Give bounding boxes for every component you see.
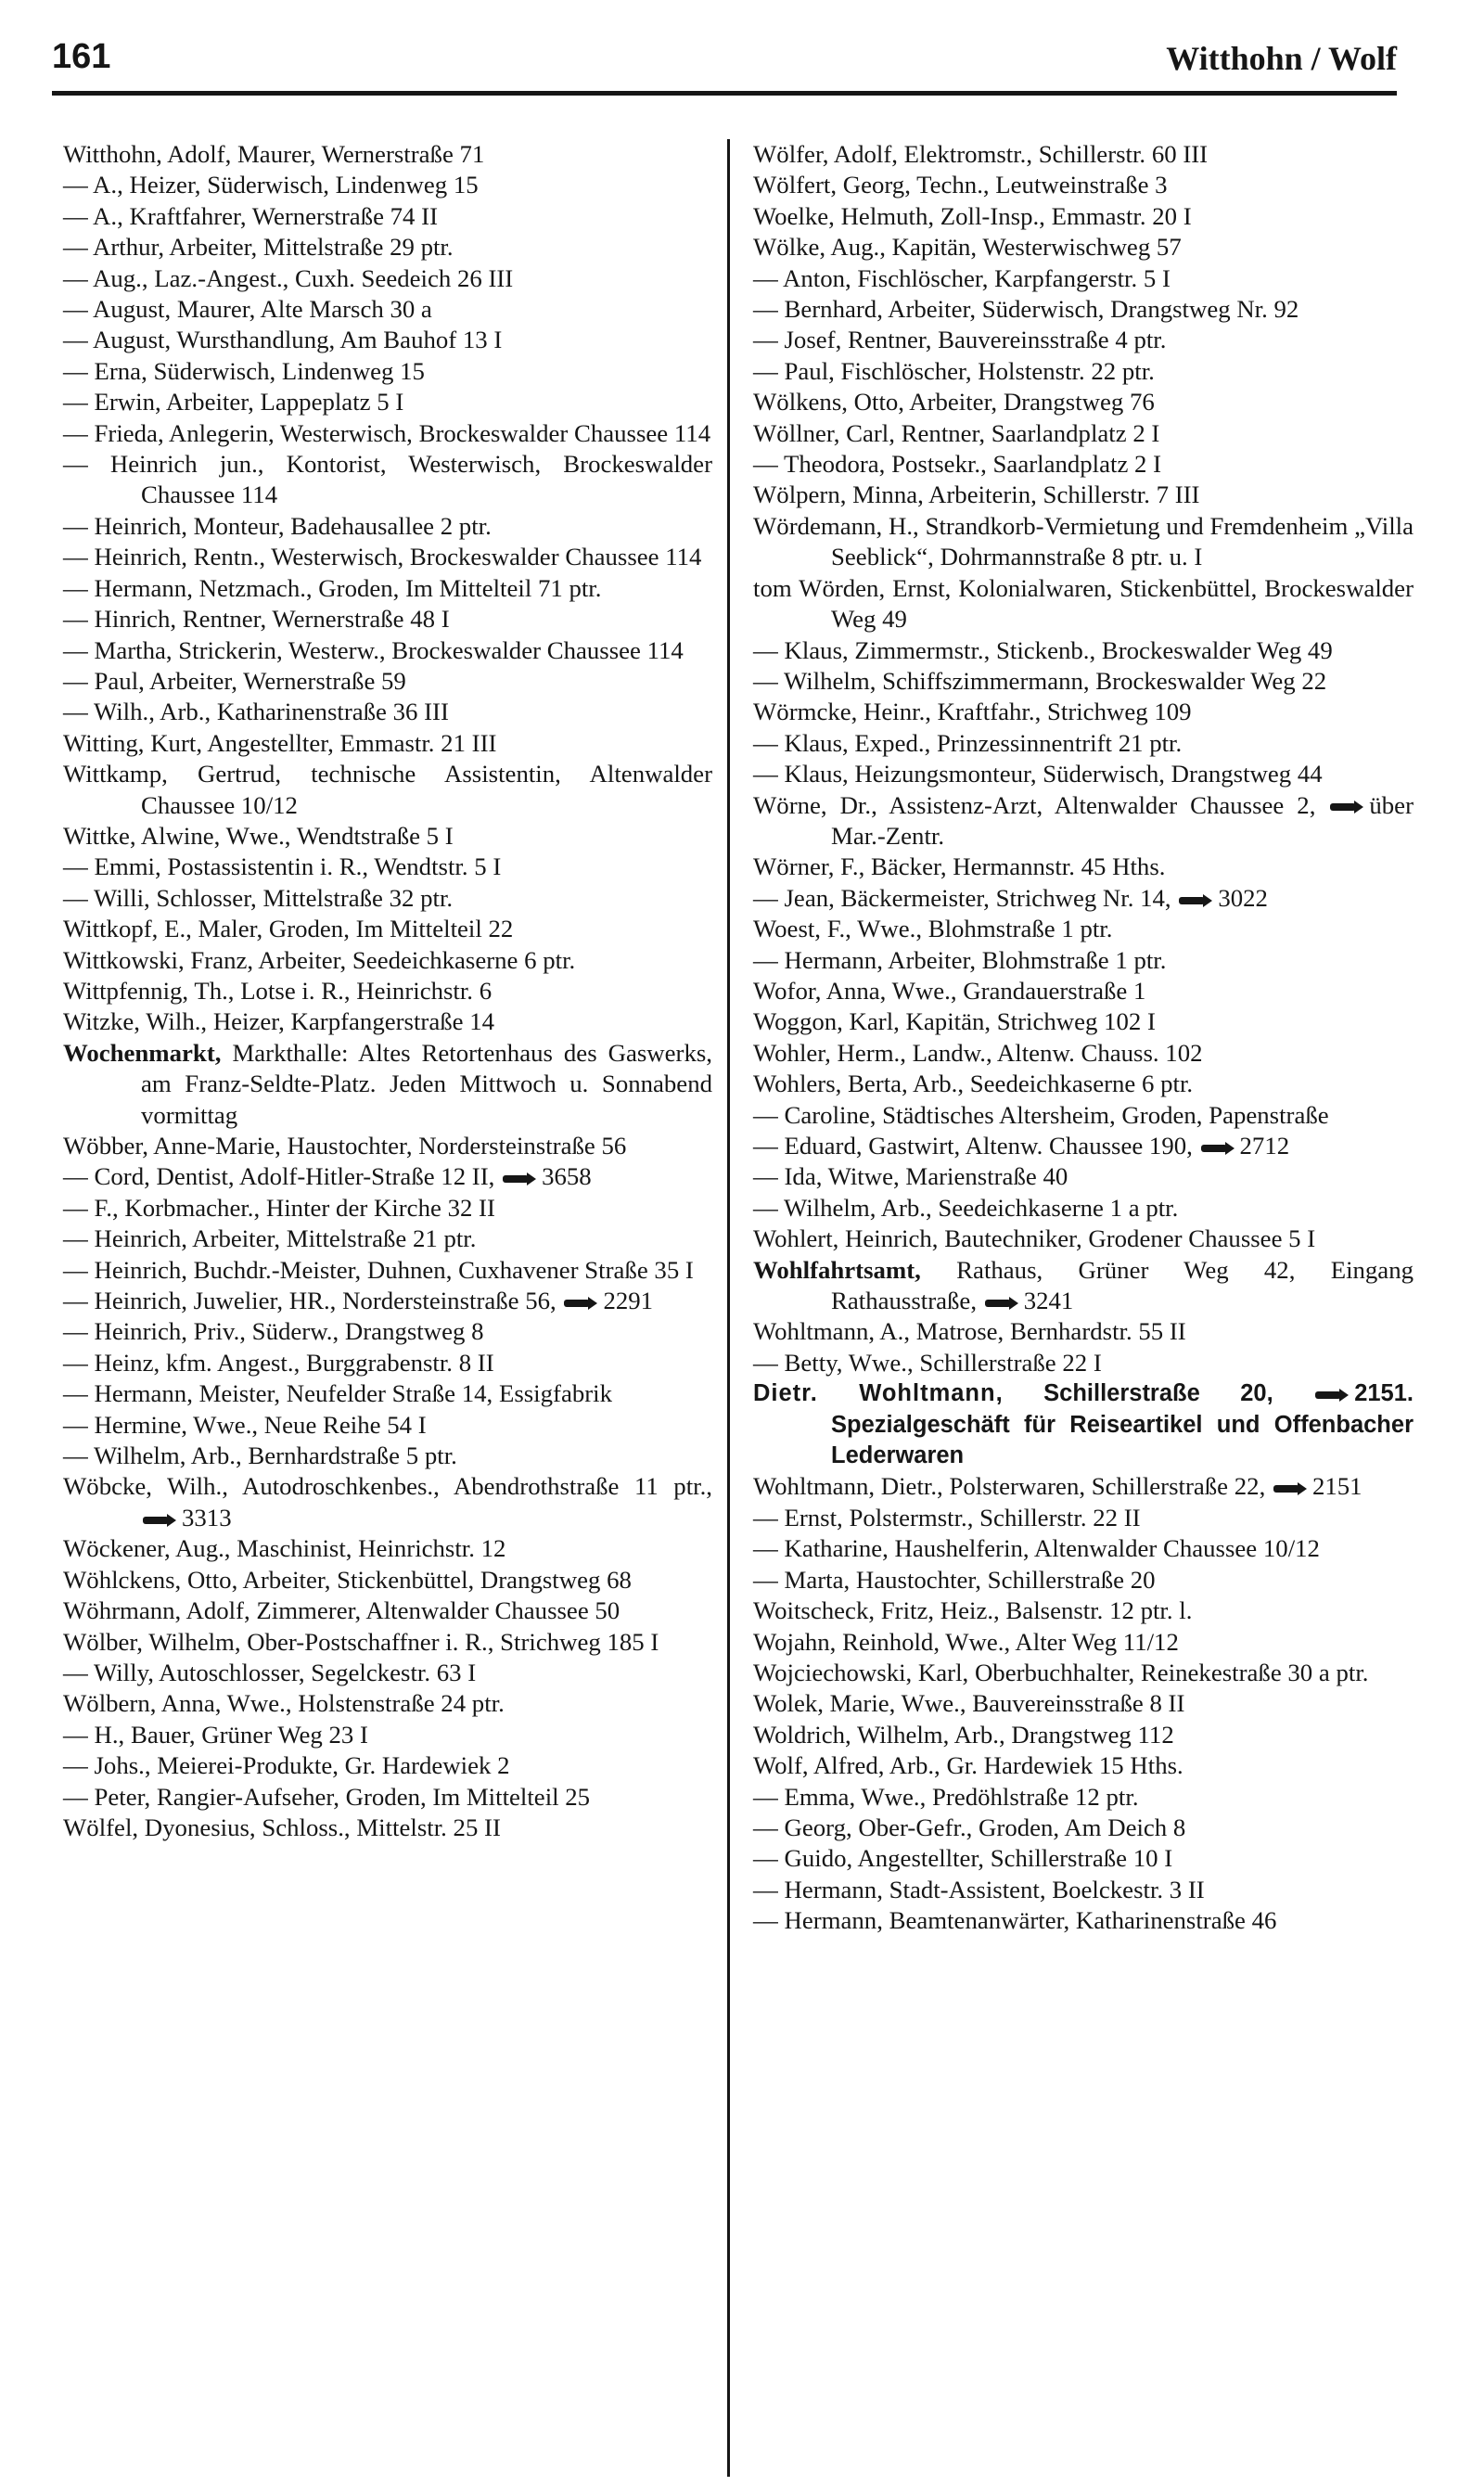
entry-text: Woest, F., Wwe., Blohmstraße 1 ptr. (753, 915, 1113, 943)
entry-text: Woldrich, Wilhelm, Arb., Drangstweg 112 (753, 1720, 1174, 1749)
directory-entry (63, 1813, 712, 1843)
directory-entry (753, 1193, 1414, 1224)
directory-entry (753, 666, 1414, 697)
directory-entry (753, 1131, 1414, 1161)
directory-entry (753, 201, 1414, 232)
directory-entry (63, 356, 712, 387)
directory-entry (753, 356, 1414, 387)
entry-text: — Heinrich, Juwelier, HR., Nordersteinstraße 56, (63, 1287, 556, 1315)
entry-text: — Guido, Angestellter, Schillerstraße 10 I (753, 1844, 1173, 1873)
directory-entry (63, 1161, 712, 1192)
entry-text: Wölbern, Anna, Wwe., Holstenstraße 24 ptr. (63, 1689, 505, 1718)
directory-entry (753, 1843, 1414, 1874)
entry-text: — Erwin, Arbeiter, Lappeplatz 5 I (63, 388, 404, 416)
directory-entry (753, 325, 1414, 355)
entry-phone: über Mar.-Zentr. (831, 790, 1414, 850)
directory-entry (753, 1255, 1414, 1317)
directory-entry (753, 1688, 1414, 1719)
entry-text: — Ernst, Polstermstr., Schillerstr. 22 II (753, 1503, 1141, 1531)
entry-text: — Klaus, Exped., Prinzessinnentrift 21 ptr. (753, 728, 1183, 757)
entry-text: — Wilhelm, Arb., Seedeichkaserne 1 a ptr. (753, 1193, 1179, 1222)
entry-text: — Heinrich, Monteur, Badehausallee 2 ptr. (63, 511, 492, 540)
directory-entry (753, 1224, 1414, 1254)
entry-text: Wittkamp, Gertrud, technische Assistentin, Altenwalder Chaussee 10/12 (63, 760, 712, 819)
entry-text: — August, Wursthandlung, Am Bauhof 13 I (63, 326, 503, 354)
directory-entry (63, 1193, 712, 1224)
entry-text: — Emma, Wwe., Predöhlstraße 12 ptr. (753, 1782, 1139, 1811)
directory-entry (753, 1750, 1414, 1781)
entry-text: — Wilhelm, Schiffszimmermann, Brockeswalder Weg 22 (753, 666, 1327, 695)
entry-phone: 2712 (1239, 1132, 1290, 1160)
entry-text: Wolf, Alfred, Arb., Gr. Hardewiek 15 Hths. (753, 1751, 1183, 1780)
entry-text: — Theodora, Postsekr., Saarlandplatz 2 I (753, 450, 1162, 479)
entry-text: — Frieda, Anlegerin, Westerwisch, Brockeswalder Chaussee 114 (63, 418, 711, 447)
directory-entry (63, 1750, 712, 1781)
directory-entry (63, 542, 712, 572)
directory-entry (753, 1595, 1414, 1626)
entry-text: Wohlers, Berta, Arb., Seedeichkaserne 6 ptr. (753, 1070, 1194, 1098)
entry-text: — Hermann, Stadt-Assistent, Boelckestr. 3 II (753, 1875, 1205, 1903)
left-column (63, 139, 712, 1843)
directory-entry (63, 945, 712, 976)
directory-entry (63, 1658, 712, 1688)
directory-entry (753, 1006, 1414, 1037)
directory-entry (753, 387, 1414, 417)
entry-text: Witthohn, Adolf, Maurer, Wernerstraße 71 (63, 140, 485, 168)
entry-text: Wölpern, Minna, Arbeiterin, Schillerstr. 7 III (753, 481, 1200, 509)
entry-text: — Hermine, Wwe., Neue Reihe 54 I (63, 1410, 427, 1439)
entry-text: Wöhlckens, Otto, Arbeiter, Stickenbüttel, Drangstweg 68 (63, 1565, 632, 1594)
entry-text: — Klaus, Zimmermstr., Stickenb., Brockeswalder Weg 49 (753, 635, 1333, 664)
entry-text: Wölfel, Dyonesius, Schloss., Mittelstr. 25 II (63, 1813, 501, 1841)
running-head: Witthohn / Wolf (1166, 40, 1397, 77)
entry-text: — A., Heizer, Süderwisch, Lindenweg 15 (63, 171, 479, 199)
directory-entry (753, 1720, 1414, 1750)
telephone-icon (143, 1514, 176, 1527)
entry-text: — Georg, Ober-Gefr., Groden, Am Deich 8 (753, 1813, 1186, 1841)
directory-entry (753, 945, 1414, 976)
directory-entry (63, 1782, 712, 1813)
entry-lead: Wochenmarkt, (63, 1038, 222, 1067)
entry-text: Rathaus, Grüner Weg 42, Eingang Rathausstraße, (831, 1255, 1414, 1315)
directory-entry (63, 418, 712, 449)
entry-phone: 2291 (603, 1287, 654, 1315)
directory-entry (753, 883, 1414, 914)
directory-entry (63, 604, 712, 634)
telephone-icon (985, 1297, 1018, 1310)
directory-entry (63, 387, 712, 417)
directory-entry (63, 1316, 712, 1347)
directory-entry (753, 1161, 1414, 1192)
column-divider (727, 139, 730, 2477)
telephone-icon (564, 1297, 597, 1310)
entry-text: — H., Bauer, Grüner Weg 23 I (63, 1720, 368, 1749)
directory-entry (753, 511, 1414, 573)
entry-text: Wörner, F., Bäcker, Hermannstr. 45 Hths. (753, 852, 1166, 881)
directory-entry (63, 1378, 712, 1409)
entry-text: — Johs., Meierei-Produkte, Gr. Hardewiek 2 (63, 1751, 510, 1780)
entry-text: Wölfert, Georg, Techn., Leutweinstraße 3 (753, 171, 1168, 199)
directory-entry (753, 232, 1414, 263)
entry-text: — Paul, Fischlöscher, Holstenstr. 22 ptr. (753, 356, 1155, 385)
entry-text: — Heinz, kfm. Angest., Burggrabenstr. 8 II (63, 1348, 494, 1377)
directory-entry (753, 263, 1414, 294)
entry-lead: Dietr. Wohltmann, (753, 1380, 1004, 1407)
entry-text: — Betty, Wwe., Schillerstraße 22 I (753, 1348, 1102, 1377)
entry-tail: Spezialgeschäft für Reiseartikel und Offenbacher Lederwaren (831, 1411, 1414, 1469)
directory-entry (753, 1533, 1414, 1564)
entry-text: — Eduard, Gastwirt, Altenw. Chaussee 190, (753, 1132, 1193, 1160)
directory-entry (63, 294, 712, 325)
entry-text: Wörmcke, Heinr., Kraftfahr., Strichweg 109 (753, 698, 1192, 726)
directory-entry (753, 449, 1414, 480)
directory-entry (753, 1348, 1414, 1378)
entry-text: Wölfer, Adolf, Elektromstr., Schillerstr. 60 III (753, 140, 1209, 168)
entry-text: Woggon, Karl, Kapitän, Strichweg 102 I (753, 1007, 1156, 1036)
entry-phone: 3658 (542, 1162, 592, 1191)
entry-text: Wittpfennig, Th., Lotse i. R., Heinrichstr. 6 (63, 976, 493, 1005)
entry-text: — Heinrich, Rentn., Westerwisch, Brockeswalder Chaussee 114 (63, 543, 702, 571)
entry-text: — A., Kraftfahrer, Wernerstraße 74 II (63, 201, 439, 230)
directory-entry (63, 1038, 712, 1131)
entry-text: Wöbber, Anne-Marie, Haustochter, Nordersteinstraße 56 (63, 1132, 627, 1160)
entry-text: Wittkowski, Franz, Arbeiter, Seedeichkaserne 6 ptr. (63, 945, 576, 974)
entry-text: Wördemann, H., Strandkorb-Vermietung und Fremdenheim „Villa Seeblick“, Dohrmannstraße 8 ptr. u. I (753, 511, 1414, 571)
directory-entry (63, 1006, 712, 1037)
entry-text: — Paul, Arbeiter, Wernerstraße 59 (63, 666, 406, 695)
directory-entry (753, 759, 1414, 789)
page-header (52, 37, 1397, 83)
directory-entry (63, 666, 712, 697)
directory-entry (63, 1441, 712, 1471)
entry-phone: 2151 (1311, 1472, 1362, 1501)
entry-phone: 3022 (1218, 883, 1268, 912)
directory-entry (63, 1533, 712, 1564)
entry-text: — Wilh., Arb., Katharinenstraße 36 III (63, 698, 449, 726)
entry-lead: Wohlfahrtsamt, (753, 1255, 921, 1284)
entry-text: — Klaus, Heizungsmonteur, Süderwisch, Drangstweg 44 (753, 760, 1323, 788)
entry-text: — Heinrich, Arbeiter, Mittelstraße 21 ptr. (63, 1224, 477, 1253)
directory-entry (63, 914, 712, 944)
directory-entry (753, 914, 1414, 944)
directory-entry (63, 635, 712, 666)
directory-entry (63, 139, 712, 170)
directory-entry (63, 1595, 712, 1626)
directory-entry (63, 1720, 712, 1750)
directory-entry (753, 1782, 1414, 1813)
telephone-icon (1273, 1482, 1307, 1495)
directory-entry (753, 1813, 1414, 1843)
directory-entry (63, 1410, 712, 1441)
directory-entry (753, 1658, 1414, 1688)
directory-entry (63, 697, 712, 727)
entry-text: — Hermann, Arbeiter, Blohmstraße 1 ptr. (753, 945, 1167, 974)
directory-entry (63, 1627, 712, 1658)
telephone-icon (1315, 1389, 1349, 1402)
entry-text: Witting, Kurt, Angestellter, Emmastr. 21 III (63, 728, 497, 757)
directory-entry (753, 790, 1414, 852)
entry-text: Wojahn, Reinhold, Wwe., Alter Weg 11/12 (753, 1627, 1179, 1656)
entry-phone: 3313 (182, 1503, 232, 1531)
directory-entry (753, 1565, 1414, 1595)
directory-entry (63, 852, 712, 882)
directory-entry (753, 1471, 1414, 1502)
directory-entry (63, 263, 712, 294)
entry-text: — Katharine, Haushelferin, Altenwalder Chaussee 10/12 (753, 1534, 1320, 1563)
telephone-icon (1201, 1142, 1235, 1155)
entry-text: Wohltmann, Dietr., Polsterwaren, Schillerstraße 22, (753, 1472, 1266, 1501)
entry-text: Wohlert, Heinrich, Bautechniker, Grodener Chaussee 5 I (753, 1224, 1316, 1253)
entry-text: Woelke, Helmuth, Zoll-Insp., Emmastr. 20 I (753, 201, 1192, 230)
directory-entry (63, 170, 712, 200)
page-number: 161 (52, 37, 111, 76)
entry-text: Wölkens, Otto, Arbeiter, Drangstweg 76 (753, 388, 1155, 416)
telephone-icon (1330, 801, 1363, 814)
directory-entry (63, 232, 712, 263)
directory-entry (63, 1255, 712, 1286)
entry-text: tom Wörden, Ernst, Kolonialwaren, Stickenbüttel, Brockeswalder Weg 49 (753, 573, 1414, 634)
directory-entry (753, 697, 1414, 727)
entry-text: — Heinrich, Buchdr.-Meister, Duhnen, Cuxhavener Straße 35 I (63, 1255, 694, 1284)
entry-text: Wojciechowski, Karl, Oberbuchhalter, Reinekestraße 30 a ptr. (753, 1658, 1369, 1686)
directory-entry (63, 883, 712, 914)
entry-text: — Hinrich, Rentner, Wernerstraße 48 I (63, 605, 450, 634)
entry-text: Wöckener, Aug., Maschinist, Heinrichstr. 12 (63, 1534, 506, 1563)
entry-text: Wofor, Anna, Wwe., Grandauerstraße 1 (753, 976, 1146, 1005)
directory-entry (63, 759, 712, 821)
entry-text: Wittke, Alwine, Wwe., Wendtstraße 5 I (63, 821, 454, 850)
entry-text: — Hermann, Meister, Neufelder Straße 14, Essigfabrik (63, 1379, 613, 1408)
directory-entry (63, 1565, 712, 1595)
directory-entry (753, 170, 1414, 200)
directory-entry (753, 139, 1414, 170)
entry-text: — Emmi, Postassistentin i. R., Wendtstr. 5 I (63, 852, 502, 881)
directory-entry (753, 1905, 1414, 1936)
entry-text: — Peter, Rangier-Aufseher, Groden, Im Mittelteil 25 (63, 1782, 591, 1811)
directory-entry (753, 1038, 1414, 1069)
entry-text: — August, Maurer, Alte Marsch 30 a (63, 295, 432, 324)
entry-text: — F., Korbmacher., Hinter der Kirche 32 II (63, 1193, 495, 1222)
entry-text: — Ida, Witwe, Marienstraße 40 (753, 1162, 1068, 1191)
directory-entry (63, 1471, 712, 1533)
entry-text: — Willy, Autoschlosser, Segelckestr. 63 I (63, 1658, 477, 1686)
entry-text: Schillerstraße 20, (1003, 1380, 1273, 1407)
entry-text: — Heinrich, Priv., Süderw., Drangstweg 8 (63, 1317, 484, 1346)
directory-entry (753, 418, 1414, 449)
directory-entry (63, 728, 712, 759)
entry-text: — Heinrich jun., Kontorist, Westerwisch, Brockeswalder Chaussee 114 (63, 450, 712, 509)
header-rule (52, 91, 1397, 96)
directory-entry (753, 573, 1414, 635)
directory-entry (753, 852, 1414, 882)
telephone-icon (1179, 894, 1212, 907)
directory-entry (753, 976, 1414, 1006)
entry-text: Wölber, Wilhelm, Ober-Postschaffner i. R., Strichweg 185 I (63, 1627, 659, 1656)
directory-entry (63, 511, 712, 542)
entry-text: — Hermann, Beamtenanwärter, Katharinenstraße 46 (753, 1906, 1277, 1935)
entry-text: Wöhrmann, Adolf, Zimmerer, Altenwalder Chaussee 50 (63, 1596, 620, 1625)
directory-entry (63, 449, 712, 511)
entry-text: — Cord, Dentist, Adolf-Hitler-Straße 12 II, (63, 1162, 495, 1191)
directory-entry (63, 201, 712, 232)
directory-entry (63, 1131, 712, 1161)
right-column (753, 139, 1414, 1937)
directory-entry (753, 480, 1414, 510)
directory-entry (63, 976, 712, 1006)
entry-phone: 3241 (1023, 1287, 1074, 1315)
entry-text: — Willi, Schlosser, Mittelstraße 32 ptr. (63, 883, 454, 912)
entry-text: Markthalle: Altes Retortenhaus des Gaswerks, am Franz-Seldte-Platz. Jeden Mittwoch u. Sonnabend vormittag (141, 1038, 712, 1129)
directory-entry (753, 1503, 1414, 1533)
entry-phone: 2151. (1354, 1380, 1414, 1407)
entry-text: — Caroline, Städtisches Altersheim, Groden, Papenstraße (753, 1100, 1329, 1129)
entry-text: — Josef, Rentner, Bauvereinsstraße 4 ptr. (753, 326, 1167, 354)
entry-text: — Marta, Haustochter, Schillerstraße 20 (753, 1565, 1156, 1594)
directory-entry (63, 573, 712, 604)
directory-entry (753, 1316, 1414, 1347)
directory-entry (63, 1688, 712, 1719)
entry-text: — Hermann, Netzmach., Groden, Im Mittelteil 71 ptr. (63, 573, 602, 602)
directory-entry (753, 1378, 1414, 1471)
directory-entry (63, 325, 712, 355)
telephone-icon (503, 1173, 536, 1185)
entry-text: Wittkopf, E., Maler, Groden, Im Mittelteil 22 (63, 915, 514, 943)
directory-entry (753, 1627, 1414, 1658)
entry-text: — Jean, Bäckermeister, Strichweg Nr. 14, (753, 883, 1171, 912)
directory-entry (63, 821, 712, 852)
entry-text: Wölke, Aug., Kapitän, Westerwischweg 57 (753, 233, 1182, 262)
entry-text: Witzke, Wilh., Heizer, Karpfangerstraße 14 (63, 1007, 495, 1036)
entry-text: Wöbcke, Wilh., Autodroschkenbes., Abendrothstraße 11 ptr., (63, 1472, 712, 1501)
entry-text: — Arthur, Arbeiter, Mittelstraße 29 ptr. (63, 233, 454, 262)
entry-text: — Martha, Strickerin, Westerw., Brockeswalder Chaussee 114 (63, 635, 684, 664)
entry-text: — Anton, Fischlöscher, Karpfangerstr. 5 I (753, 263, 1171, 292)
directory-entry (753, 1100, 1414, 1131)
entry-text: — Erna, Süderwisch, Lindenweg 15 (63, 356, 425, 385)
directory-entry (63, 1348, 712, 1378)
directory-entry (753, 1069, 1414, 1099)
entry-text: Wohltmann, A., Matrose, Bernhardstr. 55 II (753, 1317, 1186, 1346)
entry-text: — Wilhelm, Arb., Bernhardstraße 5 ptr. (63, 1442, 457, 1470)
directory-entry (753, 635, 1414, 666)
directory-entry (753, 294, 1414, 325)
directory-entry (753, 728, 1414, 759)
directory-entry (63, 1224, 712, 1254)
directory-entry (63, 1286, 712, 1316)
entry-text: Wöllner, Carl, Rentner, Saarlandplatz 2 I (753, 418, 1160, 447)
entry-text: Wolek, Marie, Wwe., Bauvereinsstraße 8 II (753, 1689, 1185, 1718)
entry-text: Woitscheck, Fritz, Heiz., Balsenstr. 12 ptr. l. (753, 1596, 1193, 1625)
entry-text: Wörne, Dr., Assistenz-Arzt, Altenwalder Chaussee 2, (753, 790, 1316, 819)
directory-entry (753, 1875, 1414, 1905)
entry-text: — Aug., Laz.-Angest., Cuxh. Seedeich 26 III (63, 263, 514, 292)
entry-text: Wohler, Herm., Landw., Altenw. Chauss. 102 (753, 1038, 1203, 1067)
entry-text: — Bernhard, Arbeiter, Süderwisch, Drangstweg Nr. 92 (753, 295, 1299, 324)
